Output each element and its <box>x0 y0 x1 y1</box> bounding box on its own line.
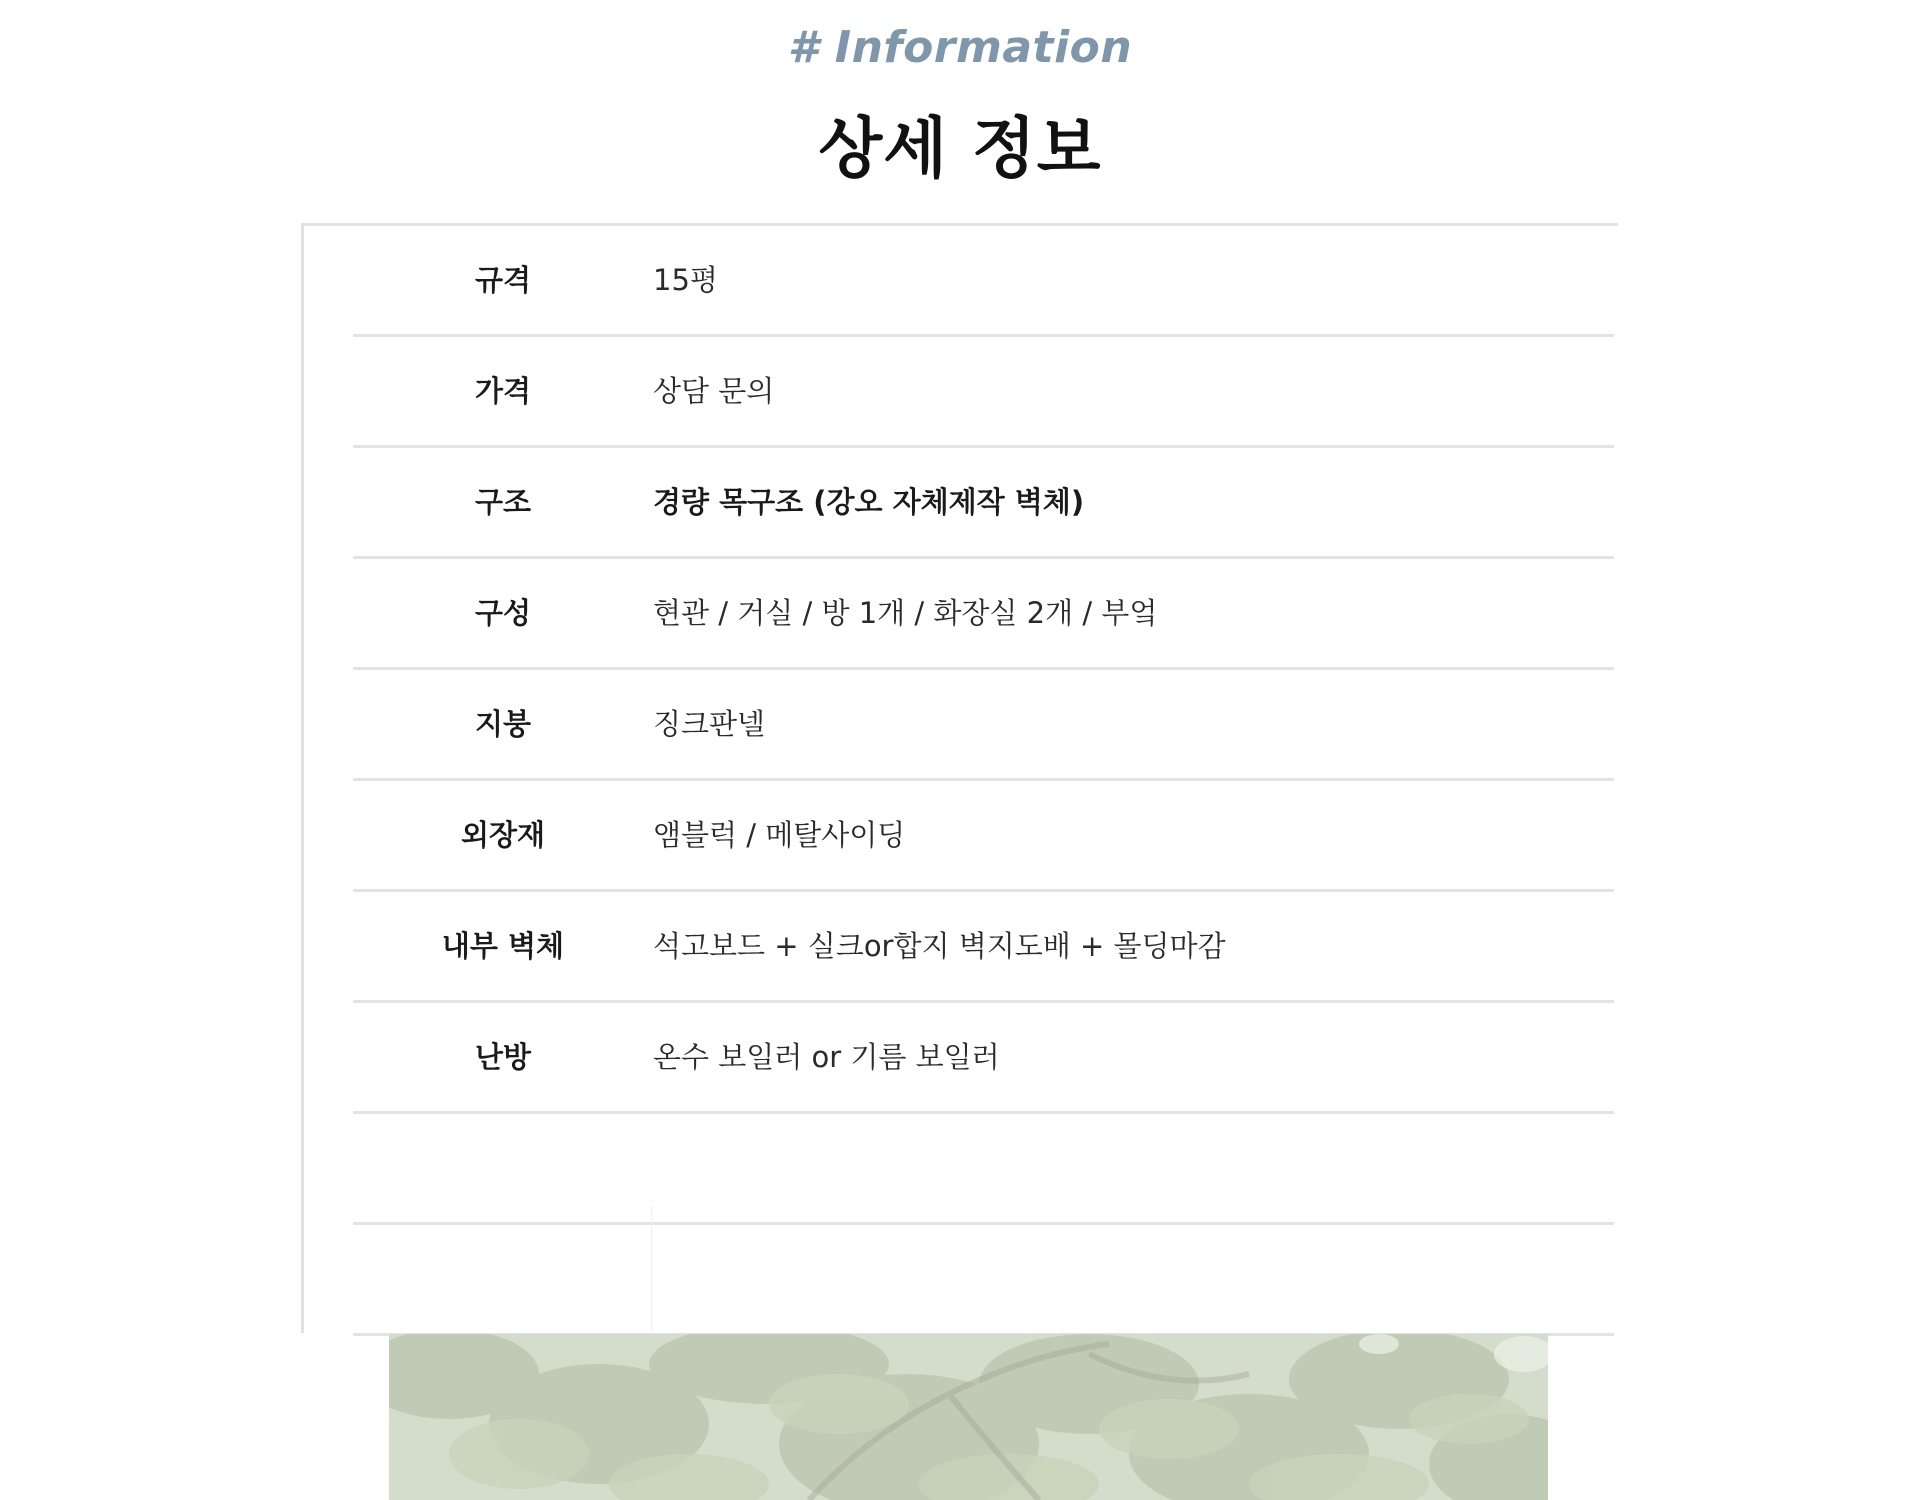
spec-label: 난방 <box>474 1040 532 1074</box>
spec-label: 가격 <box>474 374 532 408</box>
spec-label: 내부 벽체 <box>441 929 565 963</box>
spec-label: 구조 <box>474 485 532 519</box>
section-eyebrow: # Information <box>787 22 1133 73</box>
spec-row-interior-wall <box>353 892 1614 1003</box>
spec-value: 경량 목구조 (강오 자체제작 벽체) <box>653 485 1085 519</box>
spec-table <box>353 226 1614 1336</box>
spec-row-exterior <box>353 781 1614 892</box>
column-divider <box>651 1205 652 1333</box>
spec-row-price <box>353 337 1614 448</box>
spec-label: 구성 <box>474 596 532 630</box>
spec-row-empty <box>353 1114 1614 1225</box>
tree-foliage-image <box>389 1334 1548 1500</box>
spec-label: 지붕 <box>474 707 532 741</box>
spec-row-empty <box>353 1225 1614 1336</box>
spec-value: 앰블럭 / 메탈사이딩 <box>653 818 906 852</box>
spec-value: 온수 보일러 or 기름 보일러 <box>653 1040 1000 1074</box>
spec-row-roof <box>353 670 1614 781</box>
spec-label: 외장재 <box>460 818 546 852</box>
page-title: 상세 정보 <box>818 110 1102 187</box>
spec-value: 석고보드 + 실크or합지 벽지도배 + 몰딩마감 <box>653 929 1226 963</box>
spec-row-heating <box>353 1003 1614 1114</box>
spec-value: 현관 / 거실 / 방 1개 / 화장실 2개 / 부엌 <box>653 596 1158 630</box>
spec-value: 상담 문의 <box>653 374 775 408</box>
spec-value: 15평 <box>653 263 718 297</box>
spec-label: 규격 <box>474 263 532 297</box>
spec-label <box>353 1114 653 1222</box>
spec-row-size <box>353 226 1614 337</box>
spec-row-layout <box>353 559 1614 670</box>
spec-row-structure <box>353 448 1614 559</box>
spec-label <box>353 1225 653 1333</box>
spec-value: 징크판넬 <box>653 707 766 741</box>
